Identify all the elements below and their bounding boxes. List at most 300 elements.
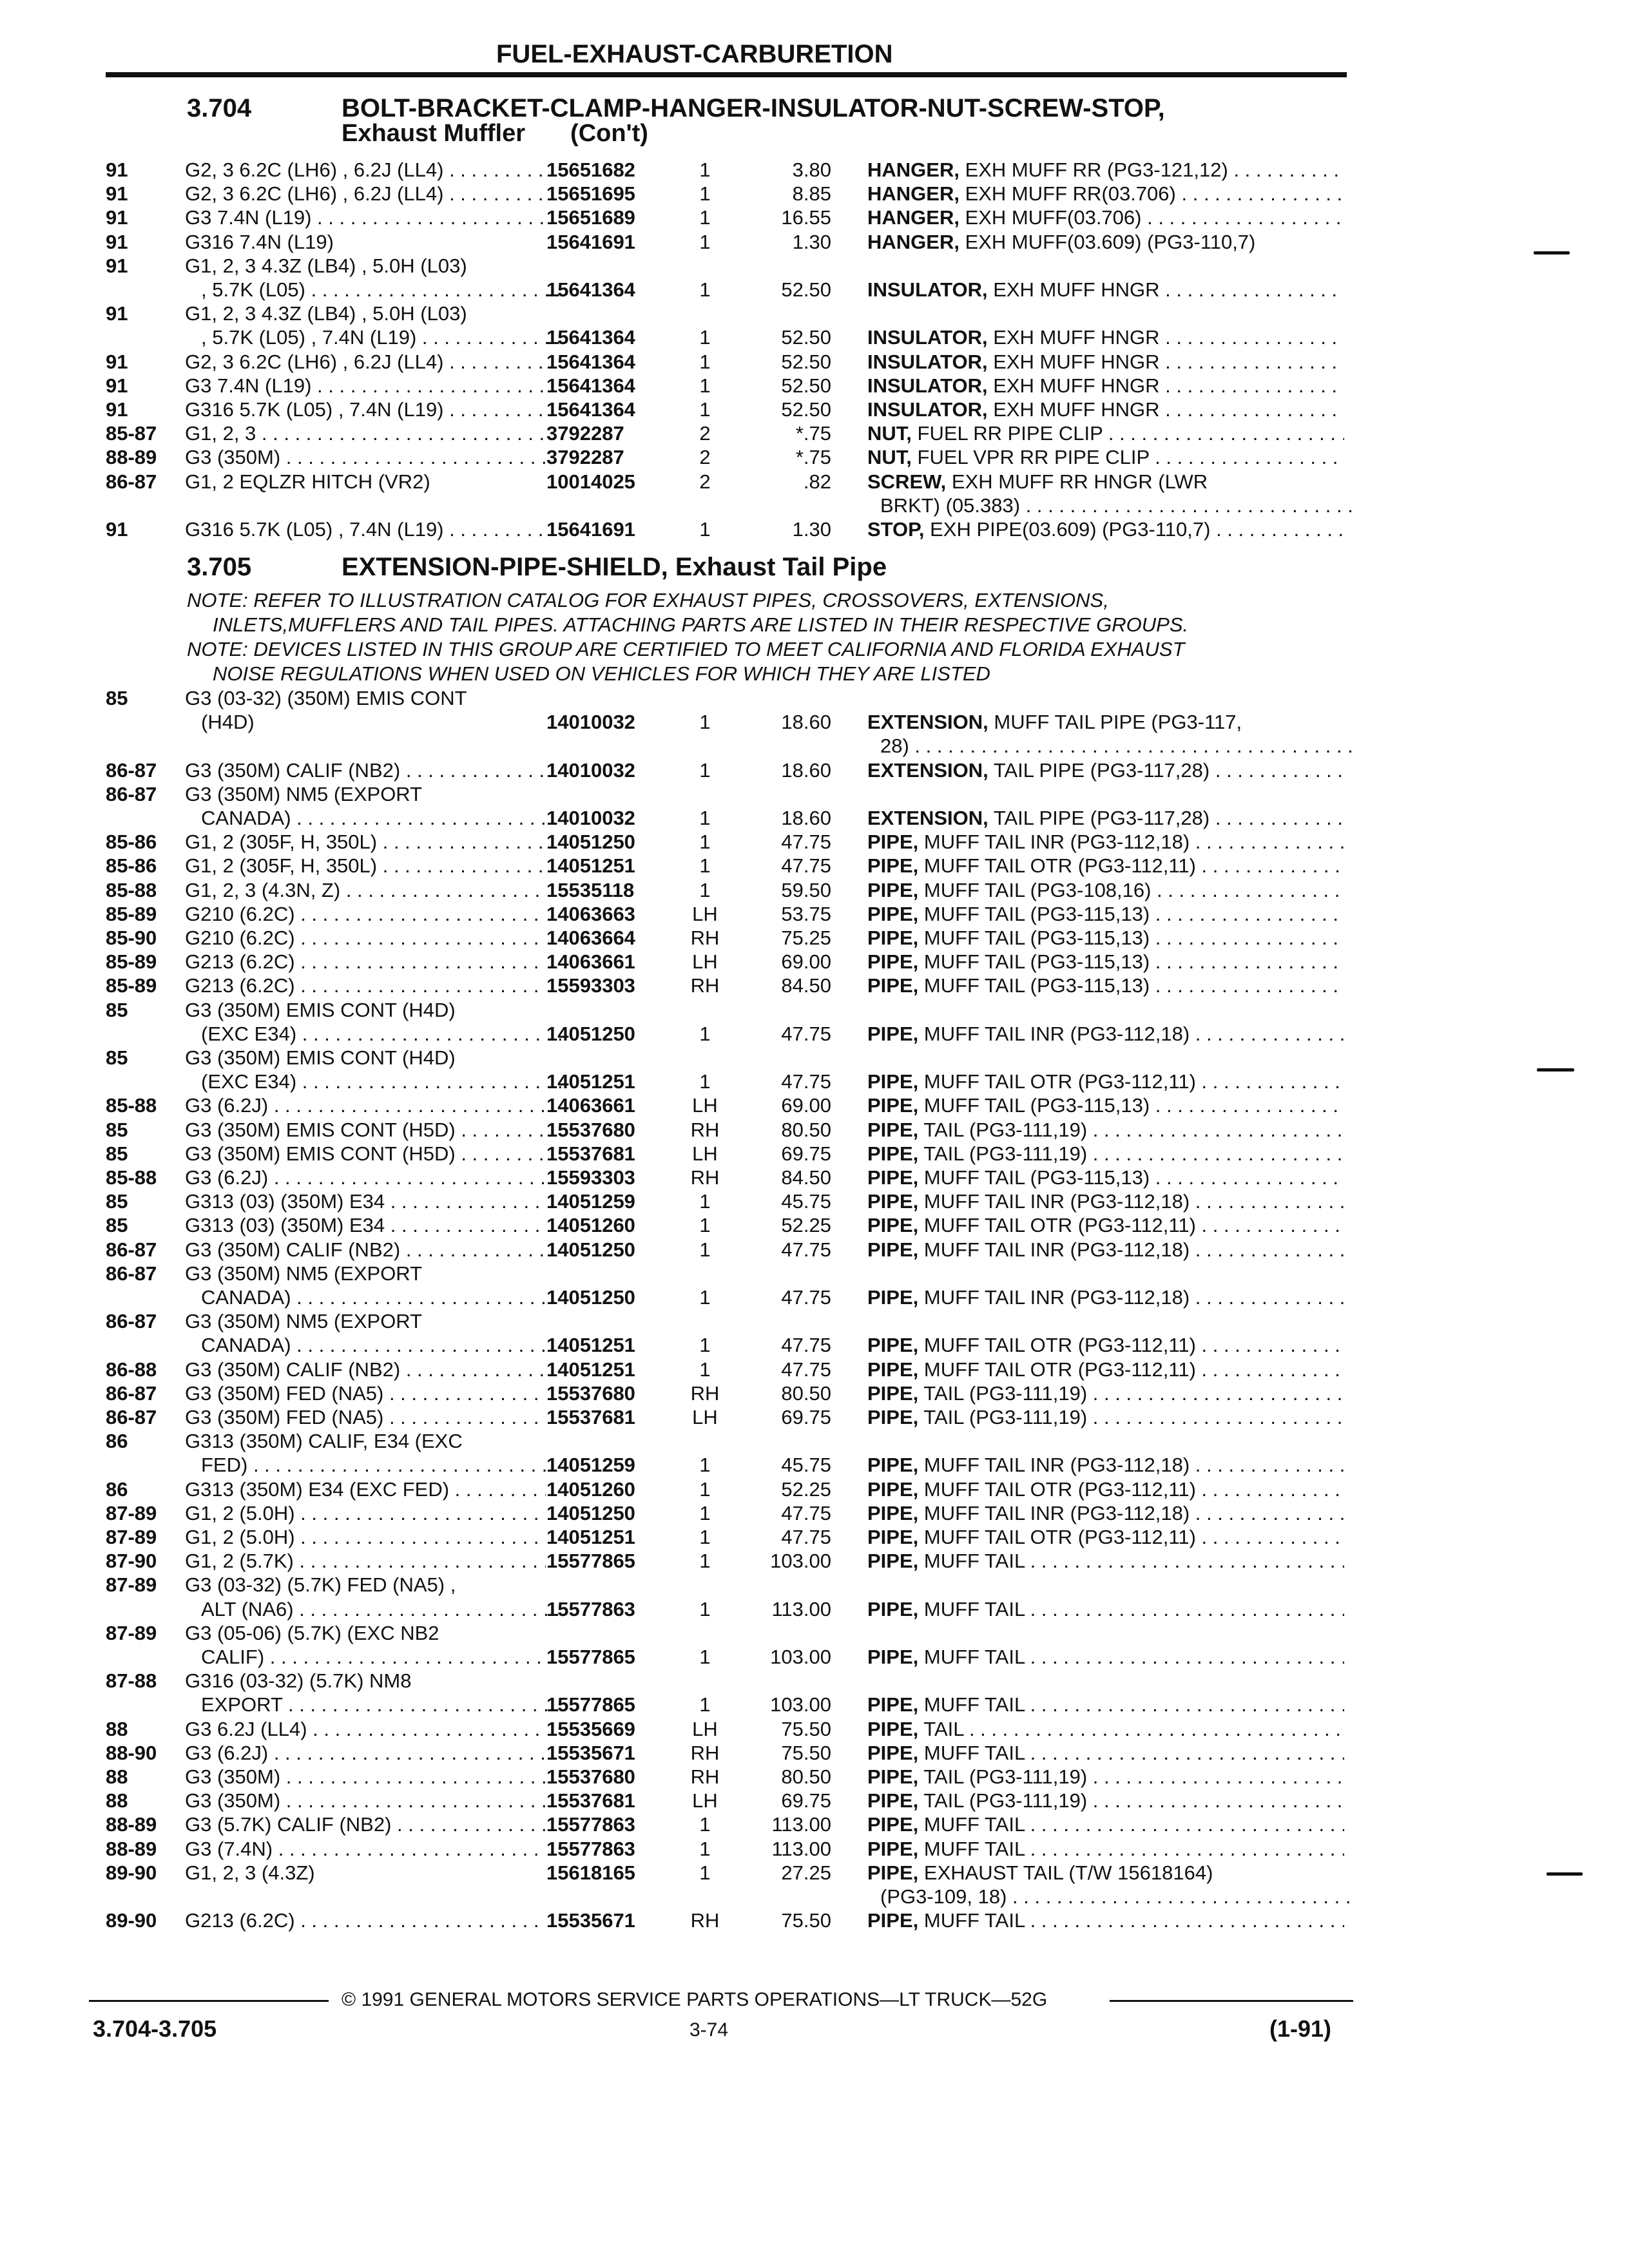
description — [867, 903, 1344, 926]
model-year: 87-89 — [106, 1501, 157, 1524]
application: G1, 2, 3 (4.3Z) — [185, 1861, 315, 1884]
section-continued: (Con't) — [570, 120, 648, 147]
application: G316 7.4N (L19) — [185, 230, 334, 253]
application: G3 (350M) NM5 (EXPORT — [185, 1262, 423, 1285]
table-row — [0, 903, 1629, 927]
price: 103.00 — [770, 1693, 831, 1716]
application: G313 (350M) E34 (EXC FED) . . . — [185, 1478, 546, 1501]
section-number: 3.704 — [187, 94, 252, 122]
application: G3 (350M) EMIS CONT (H4D) — [185, 998, 456, 1021]
application: (EXC E34) . . . — [201, 1023, 562, 1046]
part-number: 15641364 — [546, 278, 635, 301]
price: 113.00 — [771, 1837, 831, 1860]
description-text: 28) — [880, 735, 909, 758]
part-number: 15618165 — [546, 1861, 635, 1884]
application: G1, 2, 3 4.3Z (LB4) , 5.0H (L03) — [185, 254, 467, 277]
application: , 5.7K (L05) , 7.4N (L19) . . . — [201, 326, 562, 349]
table-row — [0, 231, 1629, 255]
part-number: 14051250 — [546, 1286, 635, 1309]
price: 52.50 — [781, 398, 831, 421]
model-year: 91 — [106, 302, 128, 325]
table-row — [0, 1550, 1629, 1574]
description-text: TAIL (PG3-111,19) — [923, 1381, 1088, 1405]
description-text: MUFF TAIL — [923, 1837, 1025, 1860]
description-text: MUFF TAIL OTR (PG3-112,11) — [923, 1526, 1196, 1548]
table-row — [0, 783, 1629, 807]
description — [867, 1406, 1344, 1429]
description — [867, 1813, 1344, 1836]
description-text: MUFF TAIL — [923, 1813, 1025, 1836]
model-year: 86-87 — [106, 782, 157, 805]
description-text: EXH MUFF HNGR — [993, 278, 1160, 301]
quantity: LH — [692, 1789, 718, 1812]
model-year: 86 — [106, 1430, 128, 1453]
price: 47.75 — [781, 1358, 831, 1381]
application: G3 (350M) . . . — [185, 1765, 546, 1789]
description — [867, 879, 1344, 902]
description-keyword: PIPE, — [867, 1094, 919, 1117]
description-keyword: PIPE, — [867, 1334, 919, 1357]
table-row — [0, 1214, 1629, 1238]
model-year: 86-87 — [106, 1310, 157, 1333]
part-number: 15641364 — [546, 398, 635, 421]
description-text: MUFF TAIL (PG3-115,13) — [923, 950, 1150, 974]
table-row — [0, 182, 1629, 207]
description-keyword: INSULATOR, — [867, 350, 988, 373]
description — [867, 1718, 1344, 1741]
model-year: 91 — [106, 518, 128, 541]
description — [880, 1885, 1357, 1908]
description — [867, 1789, 1344, 1812]
part-number: 14051260 — [546, 1214, 635, 1237]
description-keyword: PIPE, — [867, 1022, 919, 1045]
part-number: 15641364 — [546, 374, 635, 397]
description-keyword: PIPE, — [867, 1142, 919, 1165]
table-row — [0, 1598, 1629, 1622]
application: G313 (03) (350M) E34 . . . — [185, 1190, 546, 1213]
quantity: 1 — [699, 1190, 711, 1213]
table-row — [0, 1502, 1629, 1526]
part-number: 15593303 — [546, 974, 635, 997]
table-row — [0, 1310, 1629, 1334]
price: 113.00 — [771, 1597, 831, 1620]
part-number: 14051251 — [546, 1358, 635, 1381]
description-text: MUFF TAIL INR (PG3-112,18) — [923, 1238, 1190, 1261]
description-keyword: EXTENSION, — [867, 711, 988, 734]
description-keyword: PIPE, — [867, 927, 919, 949]
table-row — [0, 1358, 1629, 1383]
price: 18.60 — [781, 807, 831, 829]
application: G3 (350M) FED (NA5) . . . — [185, 1406, 546, 1429]
quantity: 1 — [699, 1526, 711, 1548]
part-number: 15641691 — [546, 230, 635, 253]
table-row — [0, 854, 1629, 879]
application: G213 (6.2C) . . . — [185, 1909, 546, 1932]
description — [867, 351, 1344, 374]
application: G3 (350M) . . . — [185, 1789, 546, 1812]
description-text: MUFF TAIL INR (PG3-112,18) — [923, 1022, 1190, 1045]
quantity: 1 — [699, 1238, 711, 1261]
price: 59.50 — [781, 878, 831, 901]
description-text: TAIL (PG3-111,19) — [923, 1789, 1088, 1812]
description-keyword: PIPE, — [867, 854, 919, 878]
section-subtitle: Exhaust Muffler — [342, 120, 526, 147]
price: 52.50 — [781, 374, 831, 397]
application: (EXC E34) . . . — [201, 1070, 562, 1093]
description — [867, 854, 1344, 878]
part-number: 14051260 — [546, 1477, 635, 1501]
footer-page-number: 3-74 — [689, 2019, 729, 2041]
price: 8.85 — [792, 182, 831, 206]
description — [867, 1526, 1344, 1549]
table-row — [0, 1023, 1629, 1047]
price: 69.75 — [781, 1406, 831, 1428]
model-year: 86-87 — [106, 1406, 157, 1428]
description — [867, 1190, 1344, 1213]
model-year: 85-86 — [106, 854, 157, 878]
description-keyword: PIPE, — [867, 1286, 919, 1309]
part-number: 14051250 — [546, 831, 635, 854]
price: 18.60 — [781, 758, 831, 782]
part-number: 15537681 — [546, 1142, 635, 1165]
description-keyword: STOP, — [867, 518, 925, 541]
description-text: MUFF TAIL (PG3-115,13) — [923, 1094, 1150, 1117]
model-year: 86-87 — [106, 758, 157, 782]
quantity: LH — [692, 902, 718, 925]
quantity: 2 — [699, 446, 711, 469]
description — [867, 1382, 1344, 1405]
description — [867, 1765, 1344, 1789]
price: 47.75 — [781, 1526, 831, 1548]
application: G1, 2, 3 (4.3N, Z) . . . — [185, 879, 546, 902]
table-row — [0, 999, 1629, 1023]
description-keyword: SCREW, — [867, 470, 947, 493]
application: G210 (6.2C) . . . — [185, 927, 546, 950]
model-year: 91 — [106, 159, 128, 181]
application: G313 (03) (350M) E34 . . . — [185, 1214, 546, 1237]
part-number: 15537680 — [546, 1381, 635, 1405]
model-year: 88-89 — [106, 1813, 157, 1836]
part-number: 14051251 — [546, 1070, 635, 1093]
model-year: 86-87 — [106, 1262, 157, 1285]
description — [867, 1598, 1344, 1621]
description-text: TAIL (PG3-111,19) — [923, 1406, 1088, 1428]
section-3-704-subtitle — [342, 120, 648, 148]
application: G3 (350M) EMIS CONT (H5D) . . . — [185, 1142, 546, 1166]
description — [867, 422, 1344, 445]
description-text: TAIL (PG3-111,19) — [923, 1765, 1088, 1788]
description-keyword: PIPE, — [867, 974, 919, 997]
description — [867, 1502, 1344, 1525]
table-row — [0, 518, 1629, 543]
model-year: 91 — [106, 182, 128, 206]
quantity: RH — [690, 1765, 720, 1788]
footer-revision-date: (1-91) — [1269, 2015, 1332, 2042]
quantity: 1 — [699, 854, 711, 878]
application: CALIF) . . . — [201, 1646, 562, 1669]
application: G3 (350M) CALIF (NB2) . . . — [185, 1238, 546, 1262]
table-row — [0, 1789, 1629, 1814]
quantity: RH — [690, 1166, 720, 1189]
part-number: 15577863 — [546, 1597, 635, 1620]
description-text: (PG3-109, 18) — [880, 1885, 1007, 1908]
price: 18.60 — [781, 711, 831, 734]
description-text: EXH MUFF RR(03.706) — [965, 182, 1176, 206]
footer-rule-left — [89, 2000, 329, 2002]
price: 27.25 — [781, 1861, 831, 1884]
table-row — [0, 711, 1629, 735]
description — [867, 1838, 1344, 1861]
description-keyword: PIPE, — [867, 1118, 919, 1141]
model-year: 87-89 — [106, 1621, 157, 1644]
description-keyword: INSULATOR, — [867, 398, 988, 421]
description-text: MUFF TAIL INR (PG3-112,18) — [923, 1501, 1190, 1524]
model-year: 85-86 — [106, 831, 157, 854]
description-keyword: PIPE, — [867, 1190, 919, 1213]
description — [867, 1142, 1344, 1166]
model-year: 85-88 — [106, 1166, 157, 1189]
quantity: 1 — [699, 831, 711, 854]
price: 103.00 — [770, 1550, 831, 1573]
model-year: 85-87 — [106, 422, 157, 445]
application: G1, 2 EQLZR HITCH (VR2) — [185, 470, 430, 493]
part-number: 15593303 — [546, 1166, 635, 1189]
table-row — [0, 422, 1629, 447]
section-title: EXTENSION-PIPE-SHIELD, Exhaust Tail Pipe — [342, 553, 887, 581]
description-keyword: HANGER, — [867, 159, 959, 181]
quantity: RH — [690, 927, 720, 949]
application: G3 (05-06) (5.7K) (EXC NB2 — [185, 1621, 439, 1644]
table-row — [0, 1382, 1629, 1407]
application: G3 6.2J (LL4) . . . — [185, 1718, 546, 1741]
part-number: 14051250 — [546, 1501, 635, 1524]
price: 47.75 — [781, 831, 831, 854]
table-row — [0, 1238, 1629, 1263]
section-3-705-heading — [187, 553, 887, 582]
description-text: MUFF TAIL OTR (PG3-112,11) — [923, 1358, 1196, 1381]
model-year: 85-88 — [106, 1094, 157, 1117]
model-year: 86 — [106, 1477, 128, 1501]
price: 1.30 — [792, 230, 831, 253]
description — [867, 1334, 1344, 1357]
model-year: 85 — [106, 1190, 128, 1213]
table-row — [0, 446, 1629, 470]
description-text: MUFF TAIL INR (PG3-112,18) — [923, 1286, 1190, 1309]
description — [867, 1909, 1344, 1932]
table-row — [0, 326, 1629, 351]
table-row — [0, 374, 1629, 399]
part-number: 15535671 — [546, 1741, 635, 1764]
model-year: 87-88 — [106, 1669, 157, 1693]
application: G1, 2 (305F, H, 350L) . . . — [185, 831, 546, 854]
description-keyword: INSULATOR, — [867, 374, 988, 397]
description-text: MUFF TAIL (PG3-115,13) — [923, 902, 1150, 925]
quantity: 1 — [699, 374, 711, 397]
application: G3 7.4N (L19) . . . — [185, 206, 546, 229]
part-number: 14051251 — [546, 854, 635, 878]
model-year: 88 — [106, 1717, 128, 1740]
application: G3 7.4N (L19) . . . — [185, 374, 546, 398]
description-text: BRKT) (05.383) — [880, 494, 1021, 517]
section-note-line: INLETS,MUFFLERS AND TAIL PIPES. ATTACHING PARTS ARE LISTED IN THEIR RESPECTIVE GROUPS. — [213, 613, 1189, 636]
description-text: TAIL PIPE (PG3-117,28) — [993, 807, 1210, 829]
description-text: EXH MUFF(03.609) (PG3-110,7) — [965, 230, 1256, 253]
application: G2, 3 6.2C (LH6) , 6.2J (LL4) . . . — [185, 159, 546, 182]
description-text: MUFF TAIL INR (PG3-112,18) — [923, 831, 1190, 854]
table-row — [0, 1166, 1629, 1191]
part-number: 3792287 — [546, 422, 624, 445]
part-number: 14051251 — [546, 1334, 635, 1357]
table-row — [0, 1646, 1629, 1670]
description-text: MUFF TAIL (PG3-115,13) — [923, 974, 1150, 997]
quantity: 1 — [699, 1861, 711, 1884]
part-number: 15577865 — [546, 1693, 635, 1716]
application: G1, 2, 3 4.3Z (LB4) , 5.0H (L03) — [185, 302, 467, 325]
price: 47.75 — [781, 1286, 831, 1309]
application: G2, 3 6.2C (LH6) , 6.2J (LL4) . . . — [185, 351, 546, 374]
description — [867, 518, 1344, 541]
price: *.75 — [795, 422, 831, 445]
price: 53.75 — [781, 902, 831, 925]
part-number: 15641364 — [546, 326, 635, 349]
model-year: 91 — [106, 350, 128, 373]
application: G3 (350M) CALIF (NB2) . . . — [185, 1358, 546, 1381]
description-text: MUFF TAIL (PG3-108,16) — [923, 878, 1152, 901]
price: 52.50 — [781, 278, 831, 301]
description-keyword: PIPE, — [867, 1597, 919, 1620]
application: G3 (350M) . . . — [185, 446, 546, 469]
application: G3 (350M) NM5 (EXPORT — [185, 782, 423, 805]
description-keyword: PIPE, — [867, 1550, 919, 1573]
description-keyword: INSULATOR, — [867, 278, 988, 301]
part-number: 14063663 — [546, 902, 635, 925]
model-year: 91 — [106, 374, 128, 397]
part-number: 3792287 — [546, 446, 624, 469]
description-keyword: PIPE, — [867, 1406, 919, 1428]
description-keyword: PIPE, — [867, 1837, 919, 1860]
quantity: LH — [692, 1717, 718, 1740]
description — [867, 1070, 1344, 1093]
part-number: 14010032 — [546, 711, 635, 734]
description-text: MUFF TAIL (PG3-115,13) — [923, 1166, 1150, 1189]
description-keyword: EXTENSION, — [867, 758, 988, 782]
application: G316 5.7K (L05) , 7.4N (L19) . . . — [185, 518, 546, 541]
quantity: 1 — [699, 1022, 711, 1045]
price: 47.75 — [781, 1334, 831, 1357]
table-row — [0, 351, 1629, 375]
description — [867, 711, 1344, 734]
part-number: 14051250 — [546, 1238, 635, 1261]
description-text: MUFF TAIL OTR (PG3-112,11) — [923, 1214, 1196, 1237]
description-text: EXH MUFF RR (PG3-121,12) — [965, 159, 1228, 181]
part-number: 14063661 — [546, 1094, 635, 1117]
description — [867, 1693, 1344, 1716]
price: 69.75 — [781, 1142, 831, 1165]
section-title: BOLT-BRACKET-CLAMP-HANGER-INSULATOR-NUT-SCREW-STOP, — [342, 94, 1165, 122]
quantity: 1 — [699, 518, 711, 541]
application: G1, 2 (5.0H) . . . — [185, 1526, 546, 1549]
model-year: 86-87 — [106, 1238, 157, 1261]
price: 80.50 — [781, 1381, 831, 1405]
part-number: 15577863 — [546, 1837, 635, 1860]
price: 75.50 — [781, 1909, 831, 1932]
model-year: 87-89 — [106, 1526, 157, 1548]
table-row — [0, 302, 1629, 327]
table-row — [0, 159, 1629, 183]
quantity: 1 — [699, 1597, 711, 1620]
description-keyword: PIPE, — [867, 1789, 919, 1812]
quantity: 1 — [699, 1358, 711, 1381]
quantity: 1 — [699, 1286, 711, 1309]
table-row — [0, 1573, 1629, 1598]
description-text: FUEL RR PIPE CLIP — [917, 422, 1103, 445]
margin-mark — [1547, 1872, 1583, 1876]
quantity: 1 — [699, 230, 711, 253]
description-text: MUFF TAIL PIPE (PG3-117, — [994, 711, 1242, 734]
description — [867, 470, 1344, 494]
quantity: 1 — [699, 206, 711, 229]
margin-mark — [1534, 251, 1570, 255]
application: G213 (6.2C) . . . — [185, 974, 546, 997]
price: 45.75 — [781, 1190, 831, 1213]
price: .82 — [803, 470, 831, 493]
part-number: 15537681 — [546, 1406, 635, 1428]
model-year: 85 — [106, 1142, 128, 1165]
description — [867, 807, 1344, 830]
description-keyword: PIPE, — [867, 1070, 919, 1093]
description-keyword: HANGER, — [867, 182, 959, 206]
price: *.75 — [795, 446, 831, 469]
quantity: 1 — [699, 1501, 711, 1524]
description-text: EXH MUFF HNGR — [993, 350, 1160, 373]
price: 3.80 — [792, 159, 831, 181]
price: 80.50 — [781, 1765, 831, 1788]
quantity: 1 — [699, 1214, 711, 1237]
model-year: 85-89 — [106, 902, 157, 925]
application: G2, 3 6.2C (LH6) , 6.2J (LL4) . . . — [185, 182, 546, 206]
price: 47.75 — [781, 1238, 831, 1261]
quantity: 1 — [699, 1693, 711, 1716]
table-row — [0, 494, 1629, 519]
table-row — [0, 1861, 1629, 1886]
quantity: RH — [690, 1381, 720, 1405]
application: G3 (03-32) (350M) EMIS CONT — [185, 687, 467, 709]
part-number: 15651695 — [546, 182, 635, 206]
quantity: RH — [690, 974, 720, 997]
application: G3 (6.2J) . . . — [185, 1166, 546, 1189]
description-keyword: HANGER, — [867, 206, 959, 229]
model-year: 87-89 — [106, 1573, 157, 1597]
quantity: 1 — [699, 350, 711, 373]
price: 52.50 — [781, 326, 831, 349]
description — [867, 927, 1344, 950]
quantity: 1 — [699, 1813, 711, 1836]
part-number: 14051259 — [546, 1190, 635, 1213]
quantity: 1 — [699, 398, 711, 421]
description — [867, 1023, 1344, 1046]
table-row — [0, 807, 1629, 831]
application: G316 (03-32) (5.7K) NM8 — [185, 1669, 412, 1693]
description-text: EXH MUFF HNGR — [993, 398, 1160, 421]
part-number: 14010032 — [546, 758, 635, 782]
description-keyword: PIPE, — [867, 902, 919, 925]
price: 45.75 — [781, 1454, 831, 1477]
quantity: 1 — [699, 1550, 711, 1573]
description-text: MUFF TAIL — [923, 1550, 1025, 1573]
description — [867, 374, 1344, 398]
application: G3 (350M) EMIS CONT (H4D) — [185, 1046, 456, 1069]
description-text: MUFF TAIL OTR (PG3-112,11) — [923, 1070, 1196, 1093]
